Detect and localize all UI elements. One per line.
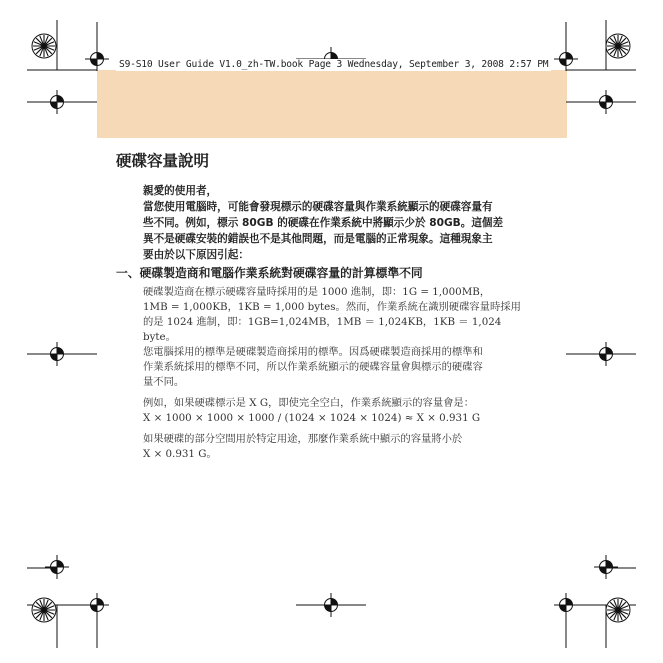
paragraph-line: 您電腦採用的標準是硬碟製造商採用的標準。因爲硬碟製造商採用的標準和 bbox=[143, 346, 483, 358]
intro-block bbox=[143, 183, 539, 263]
book-header: S9-S10 User Guide V1.0_zh-TW.book Page 3 Wednesday, September 3, 2008 2:57 PM bbox=[116, 59, 551, 71]
intro-line: 異不是硬碟安裝的錯誤也不是其他問題，而是電腦的正常現象。這種現象主 bbox=[143, 233, 493, 245]
page-title: 硬碟容量說明 bbox=[116, 152, 210, 170]
intro-greeting: 親愛的使用者， bbox=[143, 185, 218, 197]
paragraph-line: 量不同。 bbox=[143, 376, 185, 388]
intro-line: 要由於以下原因引起： bbox=[143, 249, 249, 261]
paragraph-line: X × 0.931 G。 bbox=[143, 448, 217, 460]
paragraph-line: 作業系統採用的標準不同，所以作業系統顯示的硬碟容量會與標示的硬碟容 bbox=[143, 361, 483, 373]
paragraph-line: 的是 1024 進制，即：1GB=1,024MB，1MB ＝ 1,024KB，1KB ＝ 1,024 byte。 bbox=[143, 316, 502, 343]
section-body bbox=[143, 285, 535, 462]
intro-line: 當您使用電腦時，可能會發現標示的硬碟容量與作業系統顯示的硬碟容量有 bbox=[143, 201, 493, 213]
paragraph-line: 硬碟製造商在標示硬碟容量時採用的是 1000 進制，即：1G = 1,000MB， bbox=[143, 286, 491, 298]
paragraph-line: 1MB = 1,000KB，1KB = 1,000 bytes。然而，作業系統在識別硬碟容量時採用 bbox=[143, 301, 521, 313]
paragraph-line: 如果硬碟的部分空間用於特定用途，那麼作業系統中顯示的容量將小於 bbox=[143, 433, 463, 445]
formula-line: X × 1000 × 1000 × 1000 / (1024 × 1024 × 1024) ≈ X × 0.931 G bbox=[143, 412, 481, 424]
paragraph-line: 例如，如果硬碟標示是 X G，即使完全空白，作業系統顯示的容量會是： bbox=[143, 397, 475, 409]
intro-line: 些不同。例如，標示 80GB 的硬碟在作業系統中將顯示少於 80GB。這個差 bbox=[143, 217, 504, 229]
section-heading: 一、硬碟製造商和電腦作業系統對硬碟容量的計算標準不同 bbox=[116, 266, 423, 280]
